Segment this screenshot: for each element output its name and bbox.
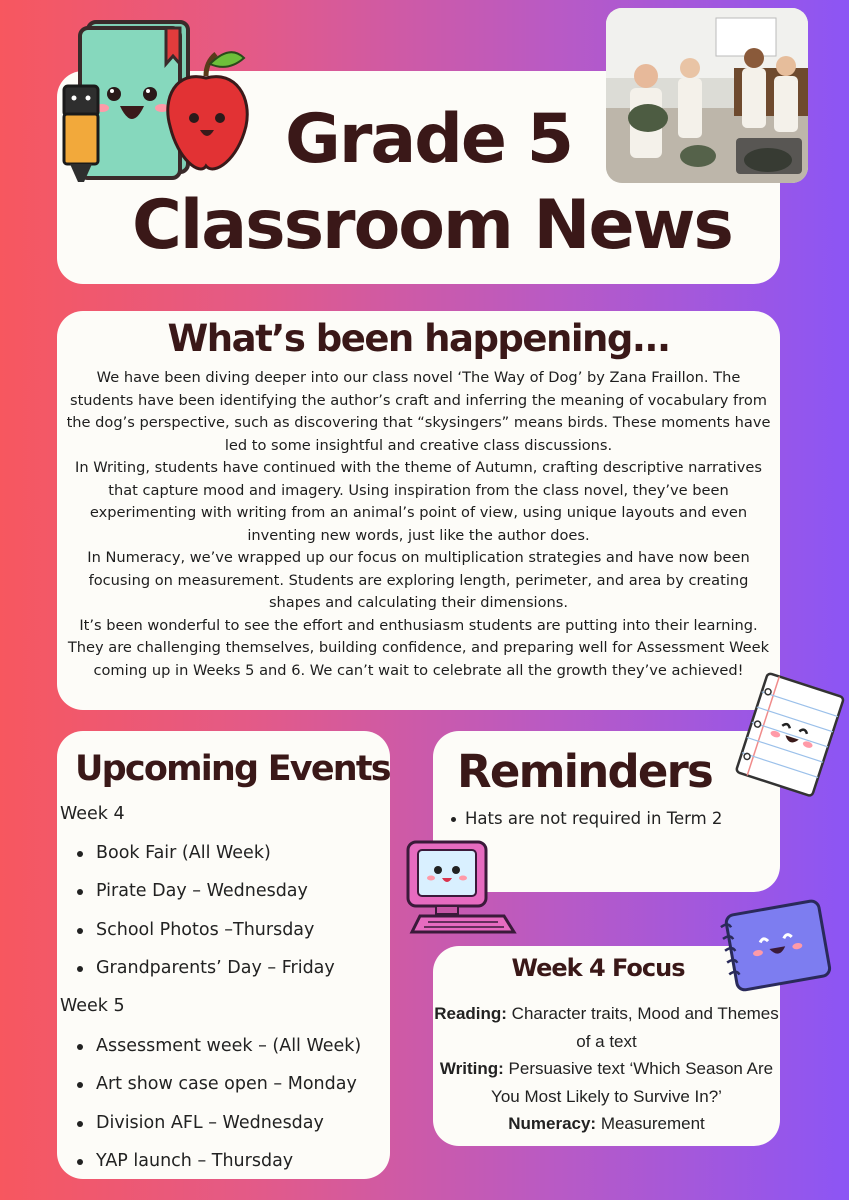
reminders-list xyxy=(451,809,722,828)
list-item: Pirate Day – Wednesday xyxy=(77,879,335,917)
focus-numeracy-label: Numeracy: xyxy=(508,1114,597,1134)
focus-writing xyxy=(433,1055,780,1110)
news-paragraph-writing: In Writing, students have continued with the theme of Autumn, crafting descriptive narratives that capture mood and imagery. Using inspiration from the class novel, they’ve been experimenting with writing from an animal’s point of view, using unique layouts and even inventing new words, just like the author does. xyxy=(75,459,762,544)
news-paragraph-reading: We have been diving deeper into our class novel ‘The Way of Dog’ by Zana Fraillon. The students have been identifying the author’s craft and inferring the meaning of vocabulary from the dog’s perspective, such as discovering that “skysingers” means birds. These moments have led to some insightful and creative class discussions. xyxy=(66,369,771,454)
list-item: Assessment week – (All Week) xyxy=(77,1034,361,1072)
computer-icon xyxy=(398,836,518,936)
week-4-label: Week 4 xyxy=(60,804,125,824)
events-panel xyxy=(57,731,390,1179)
week-5-label: Week 5 xyxy=(60,996,125,1016)
news-paragraph-closing: It’s been wonderful to see the effort and enthusiasm students are putting into their learning. They are challenging themselves, building confidence, and preparing well for Assessment Week coming up in Weeks 5 and 6. We can’t wait to celebrate all the growth they’ve achieved! xyxy=(67,616,770,679)
focus-reading-label: Reading: xyxy=(434,1004,507,1023)
list-item: Art show case open – Monday xyxy=(77,1072,361,1110)
focus-reading-text: Character traits, Mood and Themes of a text xyxy=(506,1004,779,1051)
page-title-line-1: Grade 5 xyxy=(285,100,573,179)
focus-body xyxy=(433,1000,780,1138)
week-5-event-list xyxy=(77,1034,361,1188)
page-title-line-2: Classroom News xyxy=(132,186,732,265)
news-paragraph-numeracy: In Numeracy, we’ve wrapped up our focus on multiplication strategies and have now been focusing on measurement. Students are exploring length, perimeter, and area by creating shapes and calculating their dimensions. xyxy=(87,549,750,611)
focus-writing-text: Persuasive text ‘Which Season Are You Most Likely to Survive In?’ xyxy=(491,1059,774,1106)
news-body xyxy=(65,367,772,682)
week-4-event-list xyxy=(77,841,335,995)
list-item: Book Fair (All Week) xyxy=(77,841,335,879)
students-pumpkin-photo xyxy=(606,8,808,183)
list-item: YAP launch – Thursday xyxy=(77,1149,361,1187)
notebook-paper-icon xyxy=(728,668,849,800)
spiral-notebook-icon xyxy=(715,898,835,994)
focus-reading xyxy=(433,1000,780,1055)
focus-numeracy xyxy=(433,1110,780,1138)
list-item: Division AFL – Wednesday xyxy=(77,1111,361,1149)
news-panel xyxy=(57,311,780,710)
news-heading: What’s been happening... xyxy=(167,317,670,360)
list-item: School Photos –Thursday xyxy=(77,918,335,956)
list-item: Grandparents’ Day – Friday xyxy=(77,956,335,994)
events-heading: Upcoming Events xyxy=(75,749,390,789)
focus-heading: Week 4 Focus xyxy=(511,954,685,982)
reminders-heading: Reminders xyxy=(457,745,713,798)
focus-numeracy-text: Measurement xyxy=(596,1114,705,1134)
book-marker-apple-icon xyxy=(58,14,258,184)
list-item: Hats are not required in Term 2 xyxy=(451,809,722,828)
focus-writing-label: Writing: xyxy=(439,1059,504,1079)
